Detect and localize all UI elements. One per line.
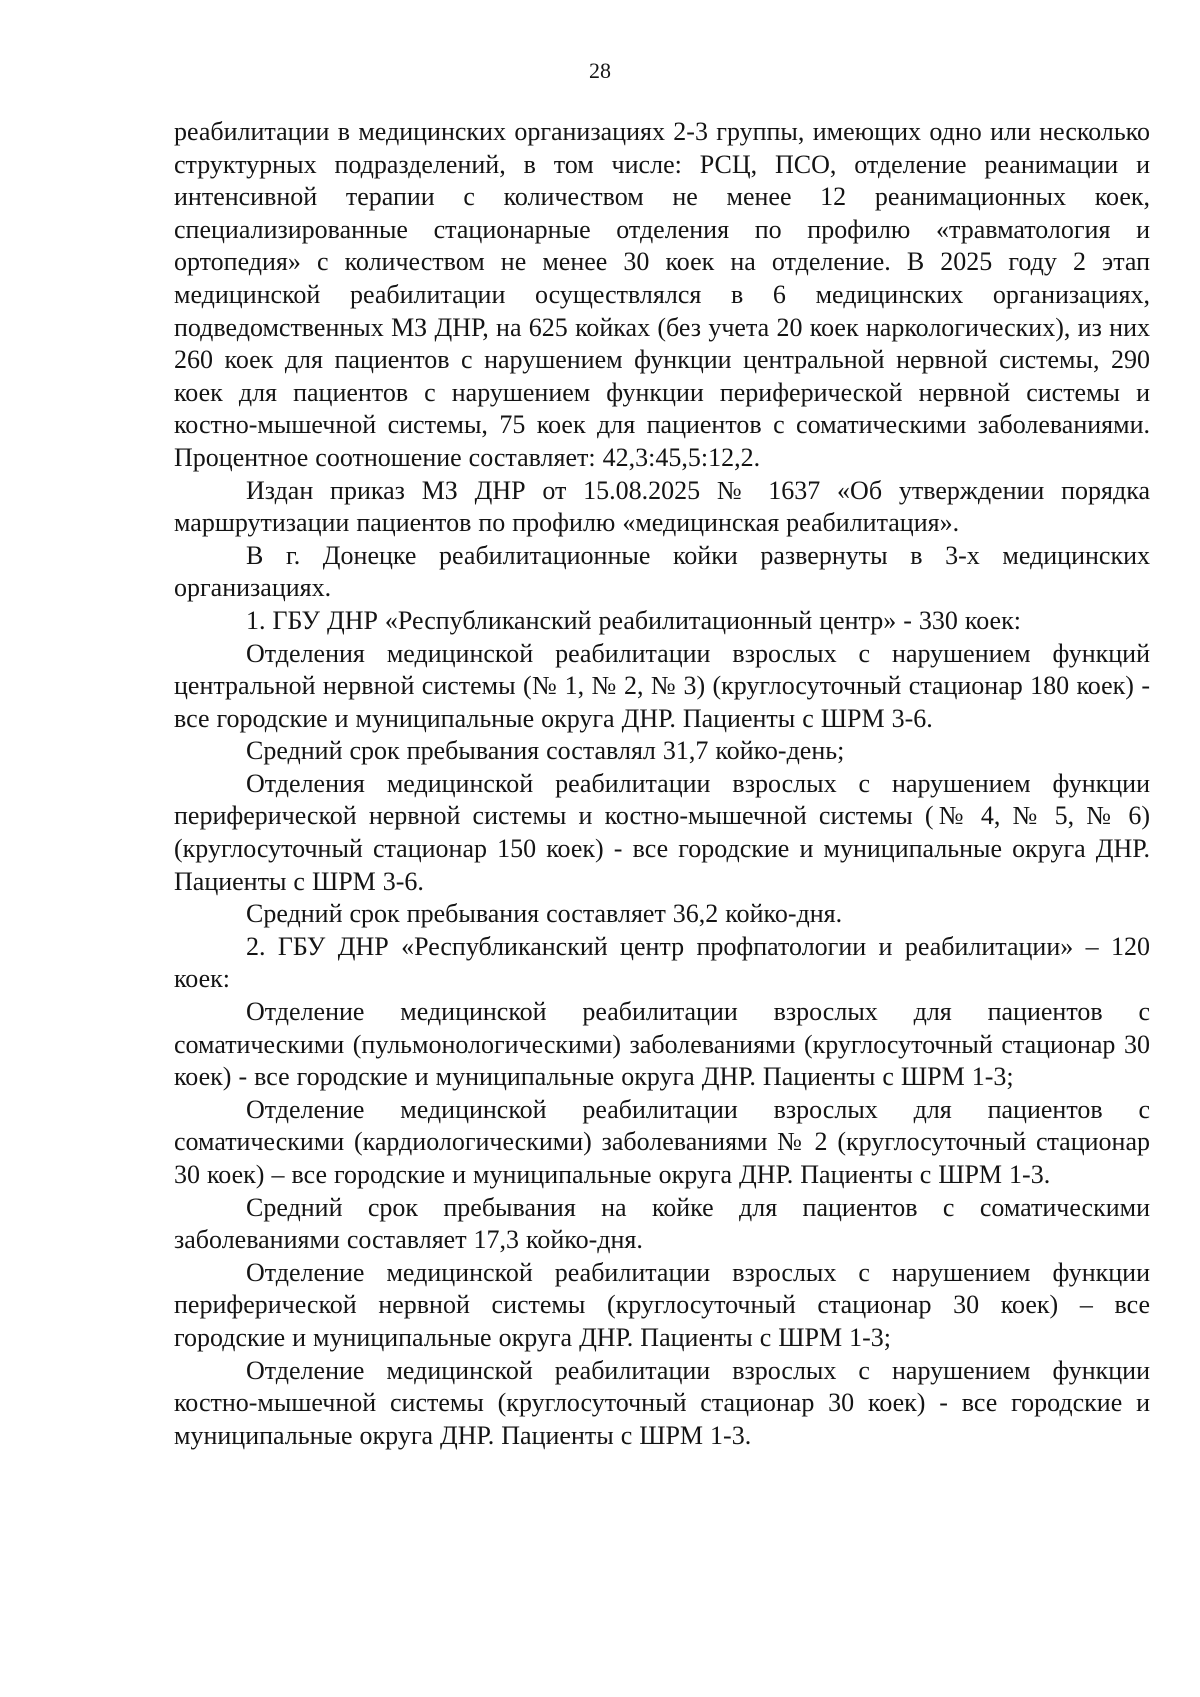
list-item-profpathology-center: 2. ГБУ ДНР «Республиканский центр профпатологии и реабилитации» – 120 коек: [174, 931, 1150, 994]
document-body [174, 116, 1150, 1452]
paragraph-avg-stay-cns: Средний срок пребывания составлял 31,7 койко-день; [246, 736, 845, 766]
paragraph-pns-departments: Отделения медицинской реабилитации взрослых с нарушением функции периферической нервной системы и костно-мышечной системы (№ 4, № 5, № 6) (круглосуточный стационар 150 коек) - все городские и муниципальные округа ДНР. Пациенты с ШРМ 3-6. [174, 768, 1150, 896]
paragraph-peripheral-department: Отделение медицинской реабилитации взрослых с нарушением функции периферической нервной системы (круглосуточный стационар 30 коек) – все городские и муниципальные округа ДНР. Пациенты с ШРМ 1-3; [174, 1257, 1150, 1352]
page-number: 28 [589, 58, 611, 83]
paragraph-cardiology-department: Отделение медицинской реабилитации взрослых для пациентов с соматическими (кардиологическими) заболеваниями № 2 (круглосуточный стационар 30 коек) – все городские и муниципальные округа ДНР. Пациенты с ШРМ 1-3. [174, 1094, 1150, 1189]
paragraph-avg-stay-pns: Средний срок пребывания составляет 36,2 койко-дня. [246, 899, 843, 929]
paragraph-avg-stay-somatic: Средний срок пребывания на койке для пациентов с соматическими заболеваниями составляет 17,3 койко-дня. [174, 1192, 1150, 1255]
paragraph-order: Издан приказ МЗ ДНР от 15.08.2025 № 1637 «Об утверждении порядка маршрутизации пациентов по профилю «медицинская реабилитация». [174, 475, 1150, 538]
paragraph-pulmonology-department: Отделение медицинской реабилитации взрослых для пациентов с соматическими (пульмонологическими) заболеваниями (круглосуточный стационар 30 коек) - все городские и муниципальные округа ДНР. Пациенты с ШРМ 1-3; [174, 997, 1150, 1092]
list-item-rehab-center: 1. ГБУ ДНР «Республиканский реабилитационный центр» - 330 коек: [246, 605, 1021, 635]
paragraph-musculoskeletal-department: Отделение медицинской реабилитации взрослых с нарушением функции костно-мышечной системы (круглосуточный стационар 30 коек) - все городские и муниципальные округа ДНР. Пациенты с ШРМ 1-3. [174, 1355, 1150, 1450]
paragraph-rehab-stage-2: реабилитации в медицинских организациях 2-3 группы, имеющих одно или несколько структурных подразделений, в том числе: РСЦ, ПСО, отделение реанимации и интенсивной терапии с количеством не менее 12 реанимационных коек, специализированные стационарные отделения по профилю «травматология и ортопедия» с количеством не менее 30 коек на отделение. В 2025 году 2 этап медицинской реабилитации осуществлялся в 6 медицинских организациях, подведомственных МЗ ДНР, на 625 койках (без учета 20 коек наркологических), из них 260 коек для пациентов с нарушением функции центральной нервной системы, 290 коек для пациентов с нарушением функции периферической нервной системы и костно-мышечной системы, 75 коек для пациентов с соматическими заболеваниями. Процентное соотношение составляет: 42,3:45,5:12,2. [174, 117, 1150, 472]
paragraph-cns-departments: Отделения медицинской реабилитации взрослых с нарушением функций центральной нервной системы (№ 1, № 2, № 3) (круглосуточный стационар 180 коек) - все городские и муниципальные округа ДНР. Пациенты с ШРМ 3-6. [174, 638, 1150, 733]
paragraph-donetsk-beds: В г. Донецке реабилитационные койки развернуты в 3-х медицинских организациях. [174, 540, 1150, 603]
